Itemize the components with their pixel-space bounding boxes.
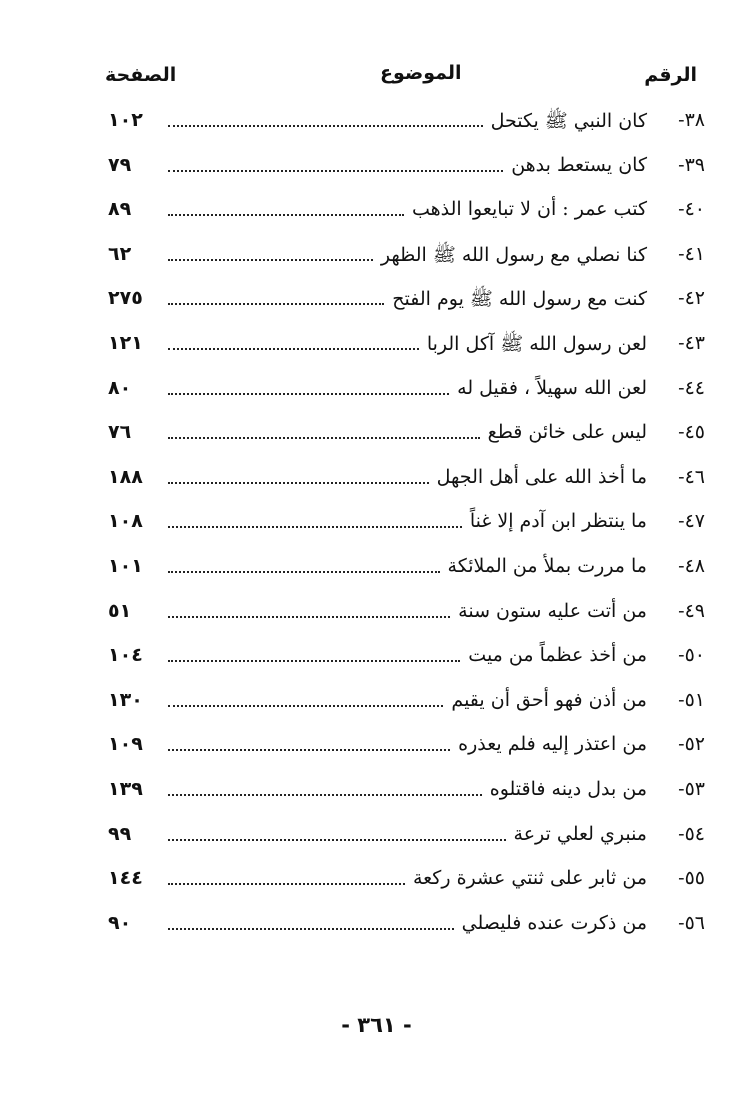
entry-title: ليس على خائن قطع	[487, 421, 647, 444]
list-item	[0, 415, 753, 455]
entry-title: كنا نصلي مع رسول الله ﷺ الظهر	[380, 243, 647, 266]
dot-leader	[168, 259, 373, 261]
entry-number: ٤٤-	[678, 376, 705, 399]
entry-page: ٧٦	[108, 421, 132, 444]
dot-leader	[168, 883, 405, 885]
entry-title: كان النبي ﷺ يكتحل	[490, 110, 647, 132]
entry-page: ٢٧٥	[108, 287, 143, 310]
entry-title: لعن الله سهيلاً ، فقيل له	[457, 376, 647, 399]
list-item	[0, 906, 753, 946]
list-item	[0, 683, 753, 723]
entry-number: ٣٨-	[678, 109, 705, 131]
dot-leader	[168, 839, 506, 841]
dot-leader	[168, 794, 482, 796]
list-item	[0, 549, 753, 589]
dot-leader	[168, 125, 483, 127]
entry-number: ٥٣-	[678, 778, 705, 800]
entry-title: كنت مع رسول الله ﷺ يوم الفتح	[392, 288, 647, 311]
dot-leader	[168, 705, 443, 707]
entry-number: ٣٩-	[678, 153, 705, 176]
entry-page: ١٨٨	[108, 465, 143, 488]
list-item	[0, 371, 753, 411]
entry-page: ١٣٠	[108, 688, 143, 711]
entry-number: ٤٣-	[678, 332, 705, 354]
dot-leader	[168, 348, 419, 350]
list-item	[0, 861, 753, 901]
entry-page: ٨٠	[108, 376, 132, 399]
entry-title: كتب عمر : أن لا تبايعوا الذهب	[411, 198, 647, 221]
entry-page: ٩٩	[108, 822, 132, 845]
dot-leader	[168, 303, 384, 305]
header-page: الصفحة	[105, 64, 177, 86]
entry-page: ١٠٢	[108, 109, 143, 131]
entry-page: ١٠١	[108, 555, 143, 577]
entry-title: من اعتذر إليه فلم يعذره	[458, 733, 647, 756]
header-topic: الموضوع	[380, 62, 462, 84]
entry-number: ٤٠-	[678, 198, 705, 221]
entry-title: من بدل دينه فاقتلوه	[489, 778, 647, 800]
list-item	[0, 594, 753, 634]
list-item	[0, 281, 753, 321]
entry-title: منبري لعلي ترعة	[513, 822, 647, 845]
entry-number: ٤٦-	[678, 465, 705, 488]
entry-title: من ذكرت عنده فليصلي	[461, 911, 647, 934]
list-item	[0, 817, 753, 857]
page-number: - ٣٦١ -	[341, 1013, 412, 1037]
entry-page: ٧٩	[108, 153, 132, 176]
entry-page: ٥١	[108, 599, 132, 622]
dot-leader	[168, 393, 449, 395]
dot-leader	[168, 526, 462, 528]
entry-number: ٤٥-	[678, 421, 705, 444]
entry-number: ٥٤-	[678, 822, 705, 845]
entry-number: ٤٧-	[678, 510, 705, 533]
entry-number: ٤٨-	[678, 555, 705, 577]
list-item	[0, 638, 753, 678]
entry-number: ٥٢-	[678, 733, 705, 756]
entry-title: من أخذ عظماً من ميت	[468, 644, 647, 667]
list-item	[0, 460, 753, 500]
dot-leader	[168, 616, 450, 618]
list-item	[0, 237, 753, 277]
entry-title: كان يستعط بدهن	[511, 153, 647, 176]
entry-page: ١٠٨	[108, 510, 143, 533]
entry-title: من أذن فهو أحق أن يقيم	[451, 688, 647, 711]
entry-number: ٥١-	[678, 688, 705, 711]
table-header	[0, 58, 753, 94]
entry-title: لعن رسول الله ﷺ آكل الربا	[426, 333, 647, 355]
list-item	[0, 772, 753, 812]
list-item	[0, 192, 753, 232]
entry-page: ١٠٩	[108, 733, 143, 756]
entry-page: ١٢١	[108, 332, 143, 354]
dot-leader	[168, 660, 460, 662]
dot-leader	[168, 214, 404, 216]
dot-leader	[168, 749, 450, 751]
dot-leader	[168, 170, 503, 172]
entry-page: ١٤٤	[108, 867, 143, 890]
dot-leader	[168, 928, 454, 930]
dot-leader	[168, 482, 429, 484]
entry-title: من ثابر على ثنتي عشرة ركعة	[412, 867, 647, 890]
list-item	[0, 727, 753, 767]
entry-number: ٥٠-	[678, 644, 705, 667]
header-number: الرقم	[644, 64, 697, 86]
entry-number: ٥٦-	[678, 911, 705, 934]
list-item	[0, 148, 753, 188]
entry-number: ٤١-	[678, 242, 705, 265]
entry-title: من أتت عليه ستون سنة	[458, 599, 647, 622]
list-item	[0, 504, 753, 544]
dot-leader	[168, 437, 480, 439]
list-item	[0, 103, 753, 143]
list-item	[0, 326, 753, 366]
entry-number: ٤٩-	[678, 599, 705, 622]
dot-leader	[168, 571, 440, 573]
entry-number: ٤٢-	[678, 287, 705, 310]
entry-page: ١٠٤	[108, 644, 143, 667]
entry-page: ١٣٩	[108, 778, 143, 800]
entry-page: ٩٠	[108, 911, 132, 934]
entry-title: ما ينتظر ابن آدم إلا غناً	[469, 510, 647, 533]
entry-title: ما أخذ الله على أهل الجهل	[436, 465, 647, 488]
entry-number: ٥٥-	[678, 867, 705, 890]
entry-title: ما مررت بملأ من الملائكة	[447, 555, 647, 577]
entry-page: ٦٢	[108, 242, 132, 265]
entry-page: ٨٩	[108, 198, 132, 221]
